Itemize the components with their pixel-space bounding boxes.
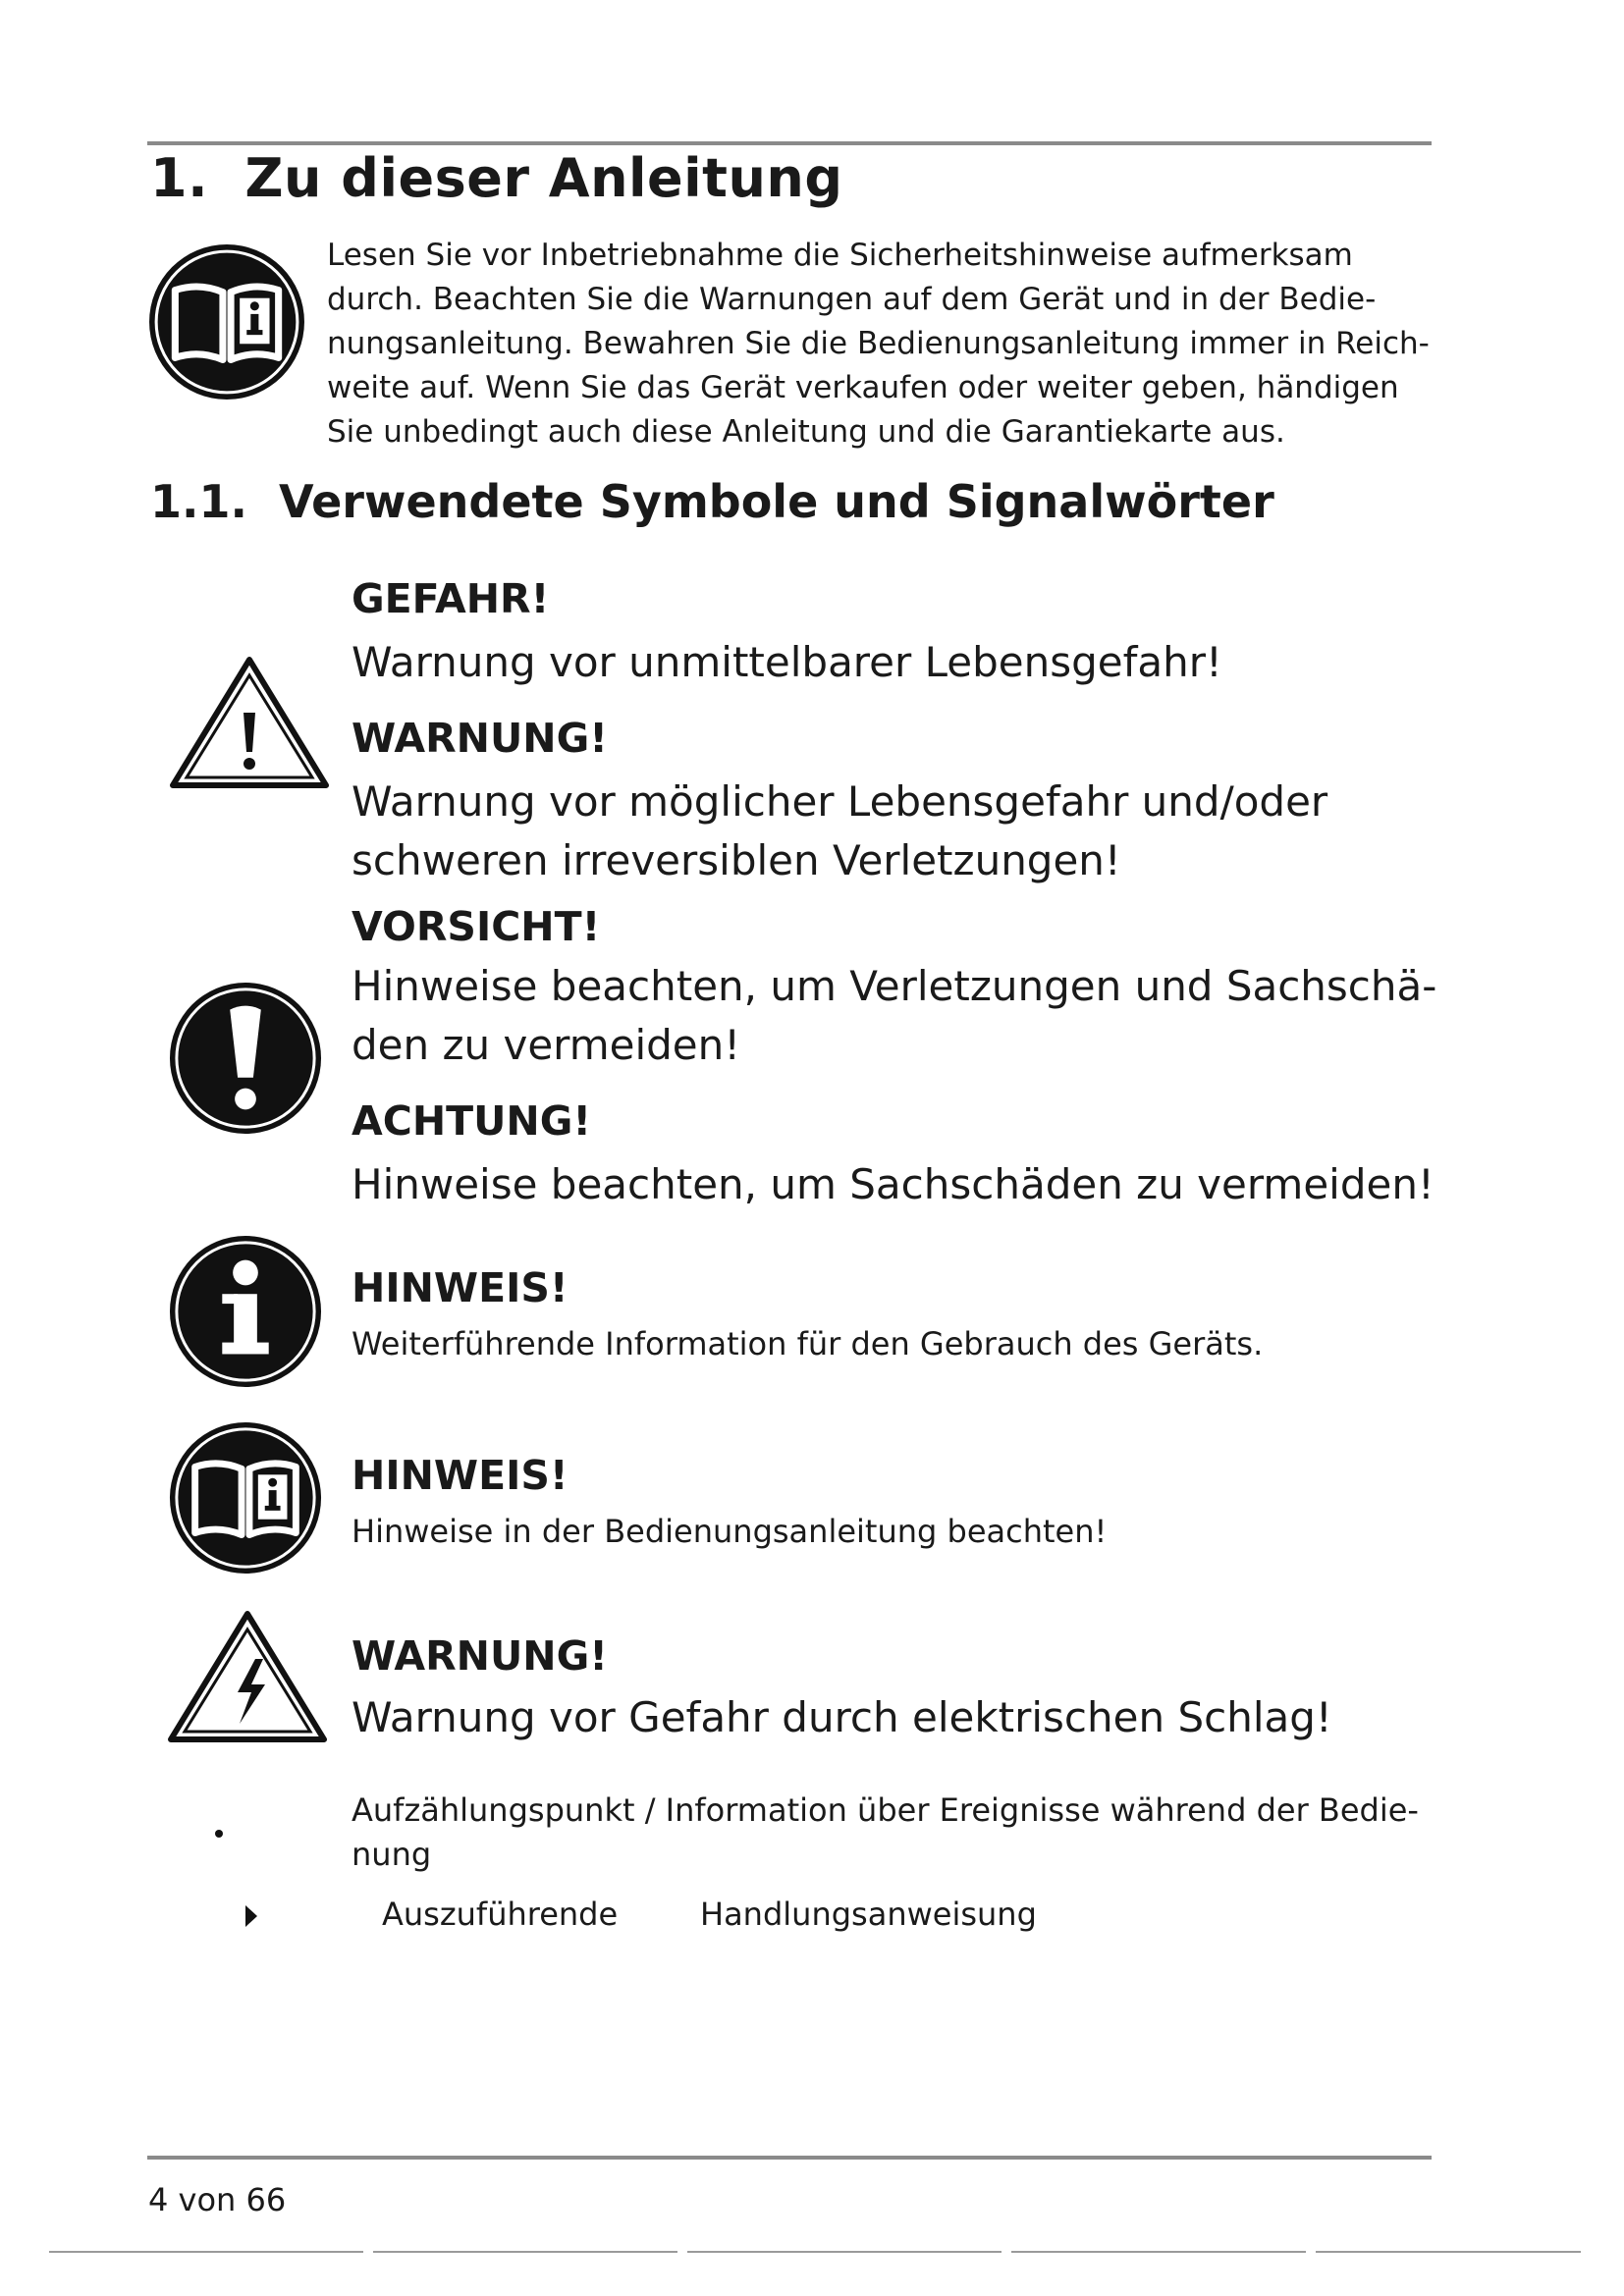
action-word-2: Handlungsanweisung	[700, 1896, 1037, 1933]
action-word-1: Auszuführende	[382, 1896, 619, 1933]
scan-line	[1316, 2251, 1581, 2253]
signal-text-vorsicht-2: den zu vermeiden!	[352, 1021, 741, 1069]
bottom-rule	[147, 2156, 1432, 2160]
bullet-text-2: nung	[352, 1836, 432, 1873]
book-info-icon	[147, 242, 306, 401]
bullet-dot-icon	[214, 1829, 224, 1839]
page-number: 4 von 66	[148, 2181, 287, 2218]
signal-text-warnung-strom: Warnung vor Gefahr durch elektrischen Schlag!	[352, 1693, 1332, 1741]
section-heading	[150, 147, 843, 209]
signal-text-gefahr: Warnung vor unmittelbarer Lebensgefahr!	[352, 638, 1222, 686]
exclamation-circle-icon	[168, 981, 323, 1136]
signal-text-warnung-1: Warnung vor möglicher Lebensgefahr und/oder	[352, 777, 1328, 826]
intro-paragraph	[327, 234, 1436, 454]
warning-triangle-icon	[169, 656, 330, 789]
signal-text-hinweis-manual: Hinweise in der Bedienungsanleitung beachten!	[352, 1513, 1108, 1550]
signal-text-vorsicht-1: Hinweise beachten, um Verletzungen und Sachschä-	[352, 962, 1437, 1010]
electric-shock-icon	[167, 1610, 328, 1743]
subsection-heading	[150, 475, 1274, 528]
section-title: Zu dieser Anleitung	[244, 147, 843, 209]
intro-line: nungsanleitung. Bewahren Sie die Bedienungsanleitung immer in Reich-	[327, 326, 1430, 361]
scan-line	[49, 2251, 363, 2253]
signal-text-hinweis-info: Weiterführende Information für den Gebrauch des Geräts.	[352, 1325, 1264, 1362]
scan-line	[1011, 2251, 1306, 2253]
signal-label-hinweis-info: HINWEIS!	[352, 1264, 568, 1311]
scan-line	[687, 2251, 1001, 2253]
scan-line	[373, 2251, 677, 2253]
intro-line: durch. Beachten Sie die Warnungen auf dem Gerät und in der Bedie-	[327, 282, 1377, 317]
intro-line: weite auf. Wenn Sie das Gerät verkaufen oder weiter geben, händigen	[327, 370, 1399, 405]
signal-text-warnung-2: schweren irreversiblen Verletzungen!	[352, 836, 1121, 884]
bullet-text-1: Aufzählungspunkt / Information über Ereignisse während der Bedie-	[352, 1791, 1419, 1829]
subsection-number: 1.1.	[150, 475, 247, 528]
signal-label-achtung: ACHTUNG!	[352, 1097, 592, 1145]
intro-line: Sie unbedingt auch diese Anleitung und die Garantiekarte aus.	[327, 414, 1285, 450]
signal-text-achtung: Hinweise beachten, um Sachschäden zu vermeiden!	[352, 1160, 1435, 1208]
section-number: 1.	[150, 147, 209, 209]
signal-label-vorsicht: VORSICHT!	[352, 903, 601, 950]
arrow-right-icon	[244, 1904, 258, 1928]
signal-label-warnung: WARNUNG!	[352, 715, 608, 762]
info-circle-icon	[168, 1234, 323, 1389]
book-info-icon	[168, 1420, 323, 1575]
top-rule	[147, 141, 1432, 145]
signal-label-hinweis-manual: HINWEIS!	[352, 1452, 568, 1499]
signal-label-gefahr: GEFAHR!	[352, 575, 550, 622]
signal-label-warnung-strom: WARNUNG!	[352, 1632, 608, 1680]
intro-line: Lesen Sie vor Inbetriebnahme die Sicherheitshinweise aufmerksam	[327, 238, 1353, 273]
subsection-title: Verwendete Symbole und Signalwörter	[278, 475, 1274, 528]
